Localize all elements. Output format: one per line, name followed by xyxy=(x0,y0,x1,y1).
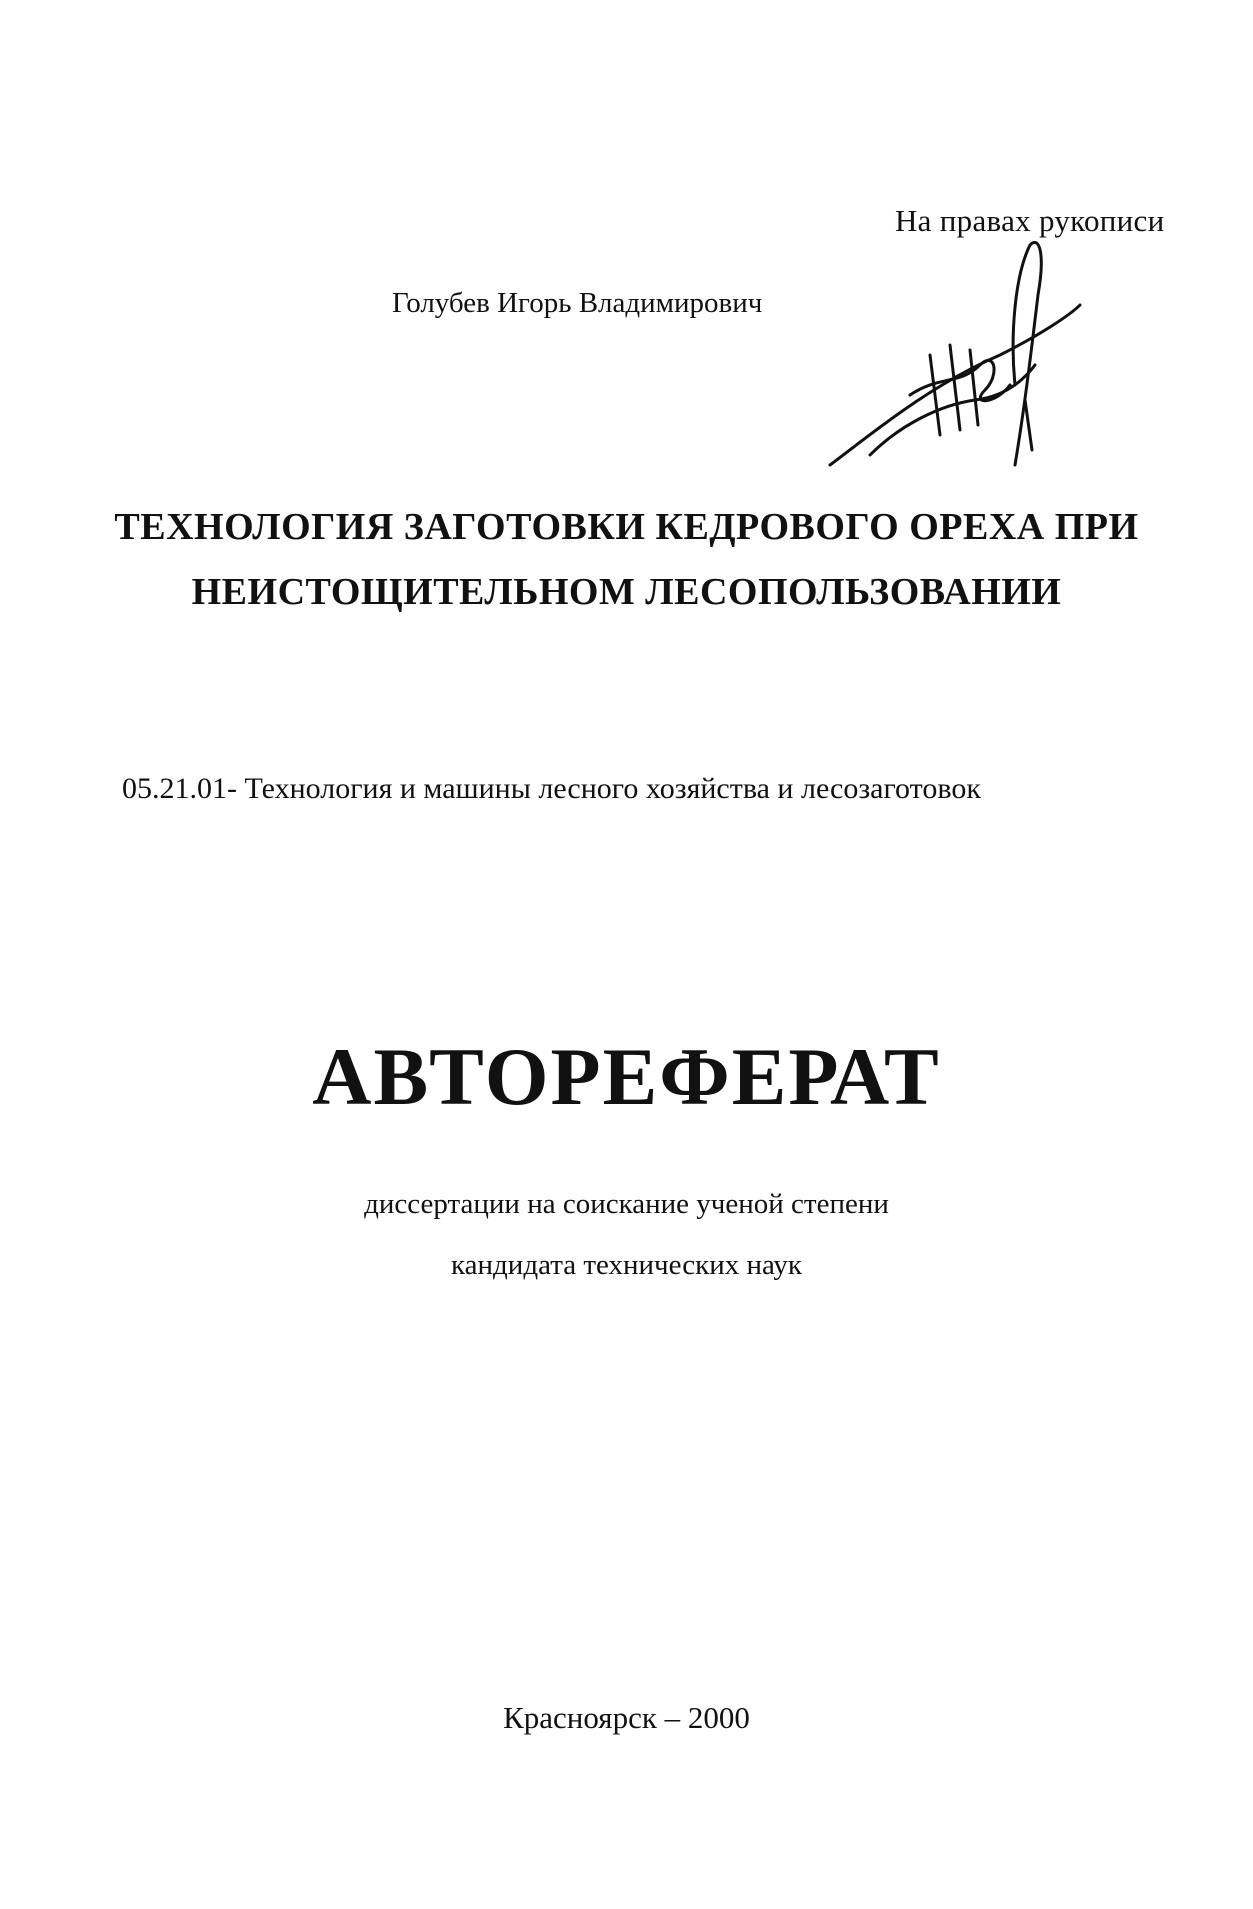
specialty-code: 05.21.01- Технология и машины лесного хозяйства и лесозаготовок xyxy=(122,772,981,805)
thesis-title-line-1: ТЕХНОЛОГИЯ ЗАГОТОВКИ КЕДРОВОГО ОРЕХА ПРИ xyxy=(114,506,1139,548)
place-and-year: Красноярск – 2000 xyxy=(503,1700,750,1735)
rights-note: На правах рукописи xyxy=(895,203,1165,238)
degree-line-2: кандидата технических наук xyxy=(451,1249,802,1281)
author-name: Голубев Игорь Владимирович xyxy=(392,287,763,319)
document-type-heading: АВТОРЕФЕРАТ xyxy=(312,1031,941,1122)
signature-image xyxy=(810,235,1100,485)
thesis-title-line-2: НЕИСТОЩИТЕЛЬНОМ ЛЕСОПОЛЬЗОВАНИИ xyxy=(191,571,1062,613)
degree-line-1: диссертации на соискание ученой степени xyxy=(364,1188,889,1220)
